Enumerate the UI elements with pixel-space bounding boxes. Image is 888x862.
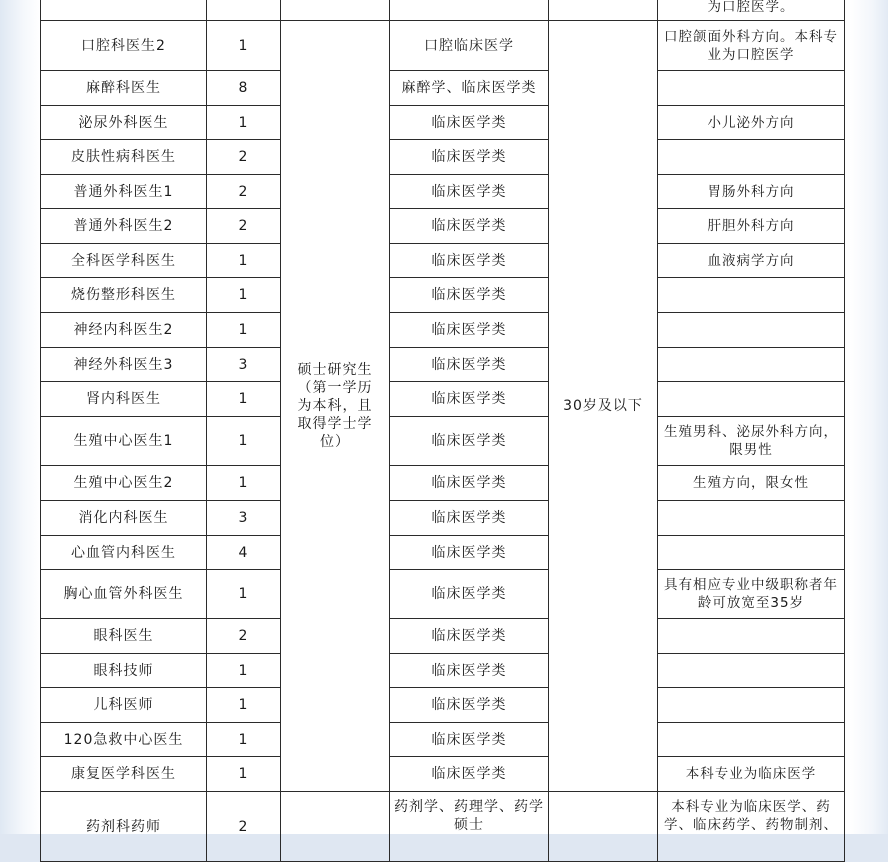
position-cell: 生殖中心医生2 <box>41 466 207 501</box>
table-row <box>41 619 845 654</box>
remark-cell: 胃肠外科方向 <box>658 175 845 209</box>
count-cell: 1 <box>207 570 281 619</box>
table-row <box>41 570 845 619</box>
remark-cell <box>658 688 845 723</box>
count-cell: 1 <box>207 466 281 501</box>
table-row <box>41 209 845 244</box>
remark-cell: 肝胆外科方向 <box>658 209 845 244</box>
position-cell: 神经内科医生2 <box>41 313 207 348</box>
remark-cell <box>658 654 845 688</box>
count-cell: 2 <box>207 140 281 175</box>
count-cell: 2 <box>207 619 281 654</box>
remark-cell <box>658 348 845 382</box>
remark-cell: 口腔颌面外科方向。本科专业为口腔医学 <box>658 21 845 71</box>
position-cell: 药剂科药师 <box>41 792 207 862</box>
position-cell: 神经外科医生3 <box>41 348 207 382</box>
table-row <box>41 382 845 417</box>
table-row <box>41 106 845 140</box>
remark-cell <box>658 536 845 570</box>
major-cell: 临床医学类 <box>390 570 549 619</box>
major-cell: 临床医学类 <box>390 417 549 466</box>
major-cell: 临床医学类 <box>390 723 549 757</box>
remark-cell: 具有相应专业中级职称者年龄可放宽至35岁 <box>658 570 845 619</box>
age-cell: 30岁及以下 <box>549 21 658 792</box>
education-cell: 硕士研究生（第一学历为本科，且取得学士学位） <box>281 21 390 792</box>
major-cell: 临床医学类 <box>390 757 549 792</box>
count-cell: 1 <box>207 417 281 466</box>
position-cell: 全科医学科医生 <box>41 244 207 278</box>
education-cell <box>281 792 390 862</box>
remark-cell <box>658 723 845 757</box>
count-cell: 1 <box>207 313 281 348</box>
table-row <box>41 21 845 71</box>
table-row <box>41 536 845 570</box>
count-cell: 1 <box>207 688 281 723</box>
count-cell: 2 <box>207 175 281 209</box>
count-cell: 1 <box>207 723 281 757</box>
table-row <box>41 654 845 688</box>
major-cell: 临床医学类 <box>390 175 549 209</box>
age-cell <box>549 792 658 862</box>
remark-cell <box>658 278 845 313</box>
major-cell: 临床医学类 <box>390 140 549 175</box>
table-row <box>41 688 845 723</box>
table-row <box>41 348 845 382</box>
major-cell: 临床医学类 <box>390 536 549 570</box>
count-cell: 2 <box>207 792 281 862</box>
remark-cell <box>658 382 845 417</box>
position-cell: 口腔科医生2 <box>41 21 207 71</box>
major-cell: 临床医学类 <box>390 501 549 536</box>
position-cell: 烧伤整形科医生 <box>41 278 207 313</box>
table-row <box>41 501 845 536</box>
count-cell: 3 <box>207 348 281 382</box>
position-cell <box>41 0 207 21</box>
table-row <box>41 792 845 862</box>
count-cell: 1 <box>207 654 281 688</box>
position-cell: 康复医学科医生 <box>41 757 207 792</box>
remark-cell <box>658 140 845 175</box>
position-cell: 肾内科医生 <box>41 382 207 417</box>
remark-cell: 本科专业为临床医学 <box>658 757 845 792</box>
major-cell: 临床医学类 <box>390 654 549 688</box>
table-row <box>41 313 845 348</box>
table-row <box>41 417 845 466</box>
count-cell: 8 <box>207 71 281 106</box>
major-cell: 临床医学类 <box>390 244 549 278</box>
major-cell: 临床医学类 <box>390 313 549 348</box>
education-cell <box>281 0 390 21</box>
major-cell: 药剂学、药理学、药学硕士 <box>390 792 549 862</box>
position-cell: 心血管内科医生 <box>41 536 207 570</box>
count-cell: 4 <box>207 536 281 570</box>
recruitment-table <box>40 0 845 862</box>
major-cell: 麻醉学、临床医学类 <box>390 71 549 106</box>
remark-cell: 生殖方向，限女性 <box>658 466 845 501</box>
position-cell: 泌尿外科医生 <box>41 106 207 140</box>
table-row <box>41 278 845 313</box>
remark-cell <box>658 501 845 536</box>
major-cell <box>390 0 549 21</box>
count-cell: 1 <box>207 244 281 278</box>
table-row <box>41 757 845 792</box>
count-cell: 1 <box>207 278 281 313</box>
position-cell: 普通外科医生2 <box>41 209 207 244</box>
major-cell: 口腔临床医学 <box>390 21 549 71</box>
major-cell: 临床医学类 <box>390 209 549 244</box>
remark-cell: 小儿泌外方向 <box>658 106 845 140</box>
count-cell: 1 <box>207 382 281 417</box>
position-cell: 眼科技师 <box>41 654 207 688</box>
position-cell: 儿科医师 <box>41 688 207 723</box>
table-row <box>41 723 845 757</box>
position-cell: 120急救中心医生 <box>41 723 207 757</box>
count-cell: 2 <box>207 209 281 244</box>
remark-cell <box>658 619 845 654</box>
remark-cell: 生殖男科、泌尿外科方向，限男性 <box>658 417 845 466</box>
position-cell: 消化内科医生 <box>41 501 207 536</box>
count-cell: 1 <box>207 106 281 140</box>
position-cell: 普通外科医生1 <box>41 175 207 209</box>
count-cell <box>207 0 281 21</box>
major-cell: 临床医学类 <box>390 348 549 382</box>
major-cell: 临床医学类 <box>390 106 549 140</box>
position-cell: 眼科医生 <box>41 619 207 654</box>
position-cell: 麻醉科医生 <box>41 71 207 106</box>
count-cell: 1 <box>207 757 281 792</box>
position-cell: 皮肤性病科医生 <box>41 140 207 175</box>
major-cell: 临床医学类 <box>390 619 549 654</box>
remark-cell <box>658 71 845 106</box>
table-row <box>41 71 845 106</box>
table-row <box>41 244 845 278</box>
count-cell: 3 <box>207 501 281 536</box>
table-row <box>41 175 845 209</box>
count-cell: 1 <box>207 21 281 71</box>
remark-cell: 本科专业为临床医学、药学、临床药学、药物制剂、 <box>658 792 845 862</box>
position-cell: 生殖中心医生1 <box>41 417 207 466</box>
remark-cell <box>658 313 845 348</box>
remark-cell: 为口腔医学。 <box>658 0 845 21</box>
table-row <box>41 466 845 501</box>
major-cell: 临床医学类 <box>390 466 549 501</box>
age-cell <box>549 0 658 21</box>
major-cell: 临床医学类 <box>390 278 549 313</box>
position-cell: 胸心血管外科医生 <box>41 570 207 619</box>
major-cell: 临床医学类 <box>390 688 549 723</box>
table-row <box>41 140 845 175</box>
major-cell: 临床医学类 <box>390 382 549 417</box>
remark-cell: 血液病学方向 <box>658 244 845 278</box>
table-row <box>41 0 845 21</box>
